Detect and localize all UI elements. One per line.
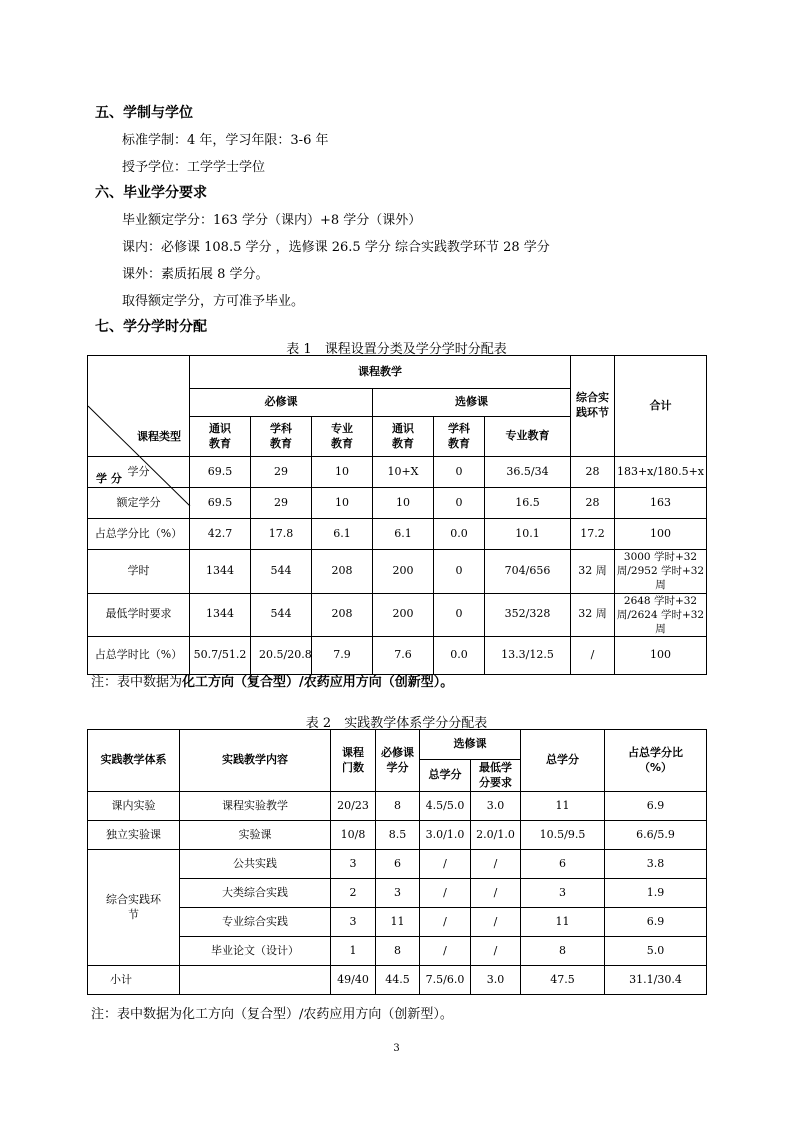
table-cell: 6.1 <box>312 519 373 550</box>
table-cell: 6 <box>376 850 420 879</box>
table-cell: 47.5 <box>521 966 605 995</box>
section-6-line-3: 课外：素质拓展 8 学分。 <box>122 267 269 282</box>
table-cell: 6.9 <box>605 792 707 821</box>
subheader-cell: 通识教育 <box>373 417 434 457</box>
table-cell: 8.5 <box>376 821 420 850</box>
table-cell: 公共实践 <box>180 850 331 879</box>
table-cell: 13.3/12.5 <box>485 637 571 675</box>
table-cell: 36.5/34 <box>485 457 571 488</box>
elective-min-header: 最低学分要求 <box>471 760 521 792</box>
table-row <box>88 593 707 637</box>
table-cell: 6.1 <box>373 519 434 550</box>
table-cell: 课程实验教学 <box>180 792 331 821</box>
table-cell: 0.0 <box>434 637 485 675</box>
table-row <box>88 879 707 908</box>
section-6-line-2: 课内：必修课 108.5 学分 ，选修课 26.5 学分 综合实践教学环节 28 学分 <box>122 240 550 255</box>
table-cell: / <box>471 850 521 879</box>
table-cell: 208 <box>312 550 373 594</box>
table-cell: 1344 <box>190 593 251 637</box>
required-credit-header: 必修课学分 <box>376 730 420 792</box>
table-1-note <box>91 671 453 690</box>
table-cell: 3 <box>376 879 420 908</box>
row-label: 占总学时比（%） <box>88 637 190 675</box>
table-cell: 6 <box>521 850 605 879</box>
row-label: 学分 <box>88 457 190 488</box>
table-cell: 200 <box>373 550 434 594</box>
table-cell: 6.9 <box>605 908 707 937</box>
ratio-header: 占总学分比（%） <box>605 730 707 792</box>
table-cell: / <box>571 637 615 675</box>
row-label: 学时 <box>88 550 190 594</box>
required-header: 必修课 <box>190 389 373 417</box>
table-cell: 352/328 <box>485 593 571 637</box>
table-cell: 20/23 <box>331 792 376 821</box>
section-6-heading: 六、毕业学分要求 <box>95 185 207 201</box>
table-cell: 8 <box>521 937 605 966</box>
table-2-caption: 表 2 实践教学体系学分分配表 <box>305 716 488 731</box>
table-cell: 3 <box>331 850 376 879</box>
table-cell: 163 <box>615 488 707 519</box>
subheader-cell: 通识教育 <box>190 417 251 457</box>
table-1-note-bold: 化工方向（复合型）/农药应用方向（创新型）。 <box>182 675 454 690</box>
elective-header: 选修课 <box>373 389 571 417</box>
table-row <box>88 937 707 966</box>
table-cell: 10/8 <box>331 821 376 850</box>
table-cell: 17.2 <box>571 519 615 550</box>
table-cell: 208 <box>312 593 373 637</box>
table-cell: / <box>471 908 521 937</box>
table-1-caption: 表 1 课程设置分类及学分学时分配表 <box>286 342 507 357</box>
table-cell: / <box>420 937 471 966</box>
table-cell: 3 <box>521 879 605 908</box>
table-cell: 1 <box>331 937 376 966</box>
table-cell: 3.8 <box>605 850 707 879</box>
practice-credit-table <box>87 729 707 995</box>
table-cell: 183+x/180.5+x <box>615 457 707 488</box>
table-cell: 32 周 <box>571 593 615 637</box>
row-label: 最低学时要求 <box>88 593 190 637</box>
table-cell: 49/40 <box>331 966 376 995</box>
total-credit-header: 总学分 <box>521 730 605 792</box>
table-cell: 10+X <box>373 457 434 488</box>
subtotal-label: 小计 <box>88 966 180 995</box>
diagonal-line <box>88 406 190 506</box>
row-label: 占总学分比（%） <box>88 519 190 550</box>
table-cell: 44.5 <box>376 966 420 995</box>
total-header: 合计 <box>615 356 707 457</box>
table-cell: 100 <box>615 519 707 550</box>
table-cell: 42.7 <box>190 519 251 550</box>
table-cell: 专业综合实践 <box>180 908 331 937</box>
table-cell: 31.1/30.4 <box>605 966 707 995</box>
table-cell: 29 <box>251 488 312 519</box>
table-cell: 10.1 <box>485 519 571 550</box>
system-header: 实践教学体系 <box>88 730 180 792</box>
table-cell: 3 <box>331 908 376 937</box>
table-2-note: 注：表中数据为化工方向（复合型）/农药应用方向（创新型）。 <box>91 1007 453 1022</box>
table-cell: 3.0/1.0 <box>420 821 471 850</box>
table-cell: 2648 学时+32 周/2624 学时+32 周 <box>615 593 707 637</box>
table-cell: 544 <box>251 550 312 594</box>
table-row <box>88 821 707 850</box>
table-cell: 29 <box>251 457 312 488</box>
table-cell: 50.7/51.2 <box>190 637 251 675</box>
table-cell: 大类综合实践 <box>180 879 331 908</box>
elective-header: 选修课 <box>420 730 521 760</box>
table-cell: 3.0 <box>471 966 521 995</box>
diagonal-header-cell <box>88 356 190 485</box>
diagonal-top-label: 课程类型 <box>137 430 181 443</box>
table-cell: 11 <box>521 792 605 821</box>
subheader-cell: 专业教育 <box>312 417 373 457</box>
section-6-line-1: 毕业额定学分：163 学分（课内）+8 学分（课外） <box>122 213 422 228</box>
subheader-cell: 学科教育 <box>434 417 485 457</box>
table-cell: 7.5/6.0 <box>420 966 471 995</box>
table-cell: 10 <box>312 488 373 519</box>
table-cell: 20.5/20.8 <box>251 637 312 675</box>
row-label: 独立实验课 <box>88 821 180 850</box>
table-cell: 7.6 <box>373 637 434 675</box>
diagonal-bottom-label: 学 分 <box>96 472 122 485</box>
table-cell: 32 周 <box>571 550 615 594</box>
content-header: 实践教学内容 <box>180 730 331 792</box>
section-5-heading: 五、学制与学位 <box>95 105 193 121</box>
group-label: 综合实践环节 <box>88 850 180 966</box>
table-cell: 3.0 <box>471 792 521 821</box>
table-cell: 7.9 <box>312 637 373 675</box>
table-row <box>88 792 707 821</box>
table-cell: 10 <box>373 488 434 519</box>
count-header: 课程门数 <box>331 730 376 792</box>
course-teaching-header: 课程教学 <box>190 356 571 389</box>
table-cell: 8 <box>376 937 420 966</box>
table-cell: 10.5/9.5 <box>521 821 605 850</box>
table-cell: 69.5 <box>190 488 251 519</box>
elective-total-header: 总学分 <box>420 760 471 792</box>
table-cell: 2 <box>331 879 376 908</box>
table-cell <box>180 966 331 995</box>
table-cell: 0 <box>434 550 485 594</box>
table-cell: 实验课 <box>180 821 331 850</box>
table-cell: 100 <box>615 637 707 675</box>
table-cell: 704/656 <box>485 550 571 594</box>
table-cell: 28 <box>571 488 615 519</box>
table-cell: / <box>420 879 471 908</box>
table-row <box>88 519 707 550</box>
section-5-line-2: 授予学位：工学学士学位 <box>122 160 266 175</box>
section-5-line-1: 标准学制：4 年，学习年限：3-6 年 <box>122 133 329 148</box>
table-cell: 3000 学时+32 周/2952 学时+32 周 <box>615 550 707 594</box>
table-row <box>88 908 707 937</box>
table-cell: 2.0/1.0 <box>471 821 521 850</box>
table-row <box>88 637 707 675</box>
table-cell: 1344 <box>190 550 251 594</box>
table-cell: 17.8 <box>251 519 312 550</box>
table-cell: 毕业论文（设计） <box>180 937 331 966</box>
table-cell: 200 <box>373 593 434 637</box>
table-cell: 0 <box>434 593 485 637</box>
table-cell: / <box>420 850 471 879</box>
table-cell: 5.0 <box>605 937 707 966</box>
table-cell: 11 <box>376 908 420 937</box>
practice-header: 综合实践环节 <box>571 356 615 457</box>
table-row <box>88 966 707 995</box>
table-cell: 0 <box>434 488 485 519</box>
table-cell: 11 <box>521 908 605 937</box>
table-cell: 0 <box>434 457 485 488</box>
table-cell: / <box>471 879 521 908</box>
subheader-cell: 专业教育 <box>485 417 571 457</box>
table-cell: / <box>420 908 471 937</box>
section-6-line-4: 取得额定学分，方可准予毕业。 <box>122 294 305 309</box>
credit-hours-table <box>87 355 707 675</box>
table-cell: 544 <box>251 593 312 637</box>
table-1-note-prefix: 注：表中数据为 <box>91 675 183 690</box>
table-cell: 8 <box>376 792 420 821</box>
table-cell: 69.5 <box>190 457 251 488</box>
table-cell: 1.9 <box>605 879 707 908</box>
table-cell: 10 <box>312 457 373 488</box>
section-7-heading: 七、学分学时分配 <box>95 319 207 335</box>
row-label: 课内实验 <box>88 792 180 821</box>
page-number: 3 <box>393 1043 400 1054</box>
table-cell: 16.5 <box>485 488 571 519</box>
table-row <box>88 550 707 594</box>
table-cell: 6.6/5.9 <box>605 821 707 850</box>
table-row <box>88 850 707 879</box>
table-cell: / <box>471 937 521 966</box>
table-cell: 0.0 <box>434 519 485 550</box>
table-cell: 4.5/5.0 <box>420 792 471 821</box>
subheader-cell: 学科教育 <box>251 417 312 457</box>
row-label: 额定学分 <box>88 488 190 519</box>
table-cell: 28 <box>571 457 615 488</box>
